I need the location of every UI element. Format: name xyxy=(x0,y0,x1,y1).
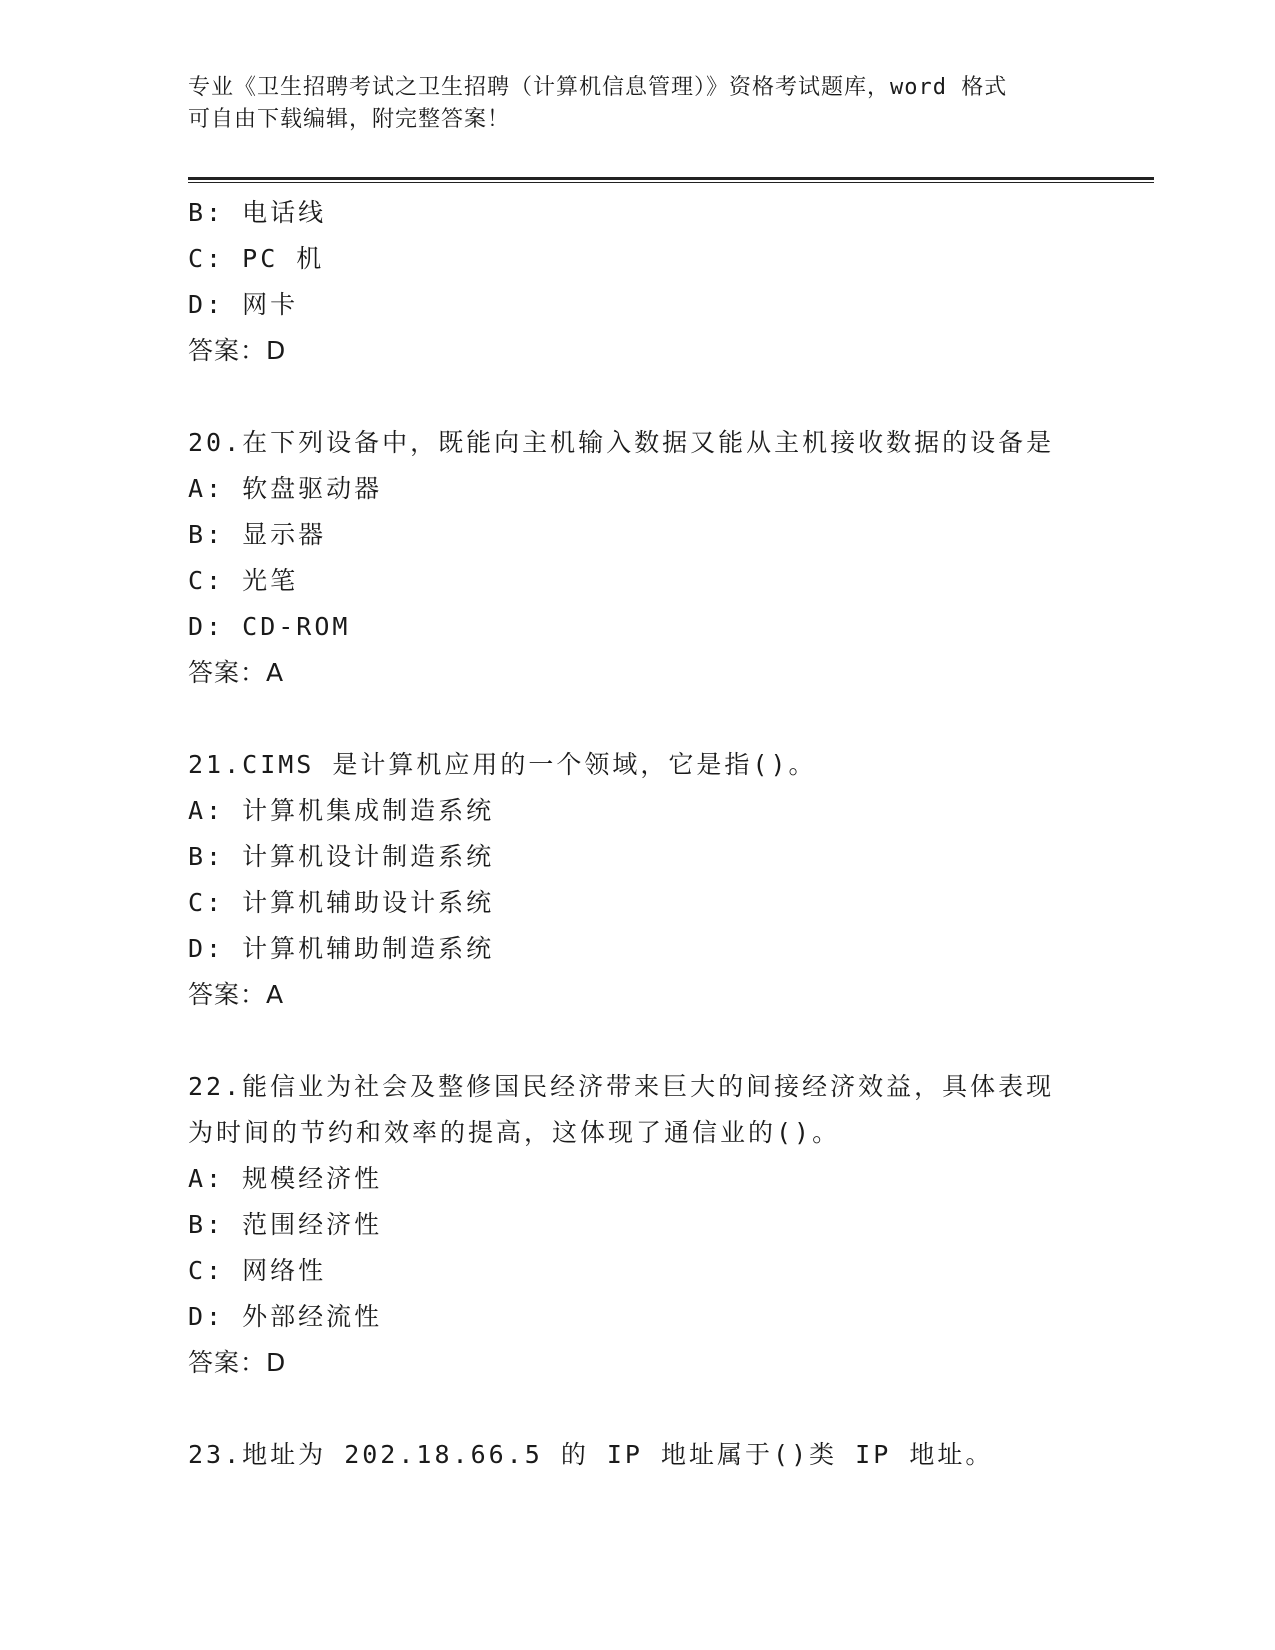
question-text-line-2: 为时间的节约和效率的提高，这体现了通信业的()。 xyxy=(188,1118,841,1147)
question-list xyxy=(188,190,1088,1478)
option-d: D: 计算机辅助制造系统 xyxy=(188,934,495,963)
header-line-1: 专业《卫生招聘考试之卫生招聘（计算机信息管理）》资格考试题库，word 格式 xyxy=(188,75,1008,100)
option-a: A: 计算机集成制造系统 xyxy=(188,796,495,825)
option-c: C: 计算机辅助设计系统 xyxy=(188,888,495,917)
option-d: D: CD-ROM xyxy=(188,612,351,641)
option-b: B: 电话线 xyxy=(188,198,327,227)
spacer xyxy=(188,696,1088,742)
answer: 答案：D xyxy=(188,336,287,365)
header-divider-thin xyxy=(188,182,1154,183)
option-a: A: 软盘驱动器 xyxy=(188,474,383,503)
answer: 答案：A xyxy=(188,980,285,1009)
spacer xyxy=(188,1018,1088,1064)
header-divider-thick xyxy=(188,177,1154,180)
question-20 xyxy=(188,420,1088,696)
option-b: B: 计算机设计制造系统 xyxy=(188,842,495,871)
question-text-line-1: 22.能信业为社会及整修国民经济带来巨大的间接经济效益，具体表现 xyxy=(188,1072,1055,1101)
option-d: D: 外部经流性 xyxy=(188,1302,383,1331)
document-header xyxy=(188,72,1088,136)
answer: 答案：D xyxy=(188,1348,287,1377)
option-c: C: PC 机 xyxy=(188,244,325,273)
option-d: D: 网卡 xyxy=(188,290,299,319)
option-c: C: 网络性 xyxy=(188,1256,327,1285)
header-line-2: 可自由下载编辑，附完整答案！ xyxy=(188,107,511,132)
option-b: B: 显示器 xyxy=(188,520,327,549)
spacer xyxy=(188,374,1088,420)
question-22 xyxy=(188,1064,1088,1386)
question-text: 21.CIMS 是计算机应用的一个领域，它是指()。 xyxy=(188,750,817,779)
option-c: C: 光笔 xyxy=(188,566,299,595)
question-text: 20.在下列设备中，既能向主机输入数据又能从主机接收数据的设备是 xyxy=(188,428,1055,457)
answer: 答案：A xyxy=(188,658,285,687)
question-19 xyxy=(188,190,1088,374)
question-23 xyxy=(188,1432,1088,1478)
option-a: A: 规模经济性 xyxy=(188,1164,383,1193)
option-b: B: 范围经济性 xyxy=(188,1210,383,1239)
question-text: 23.地址为 202.18.66.5 的 IP 地址属于()类 IP 地址。 xyxy=(188,1440,994,1469)
question-21 xyxy=(188,742,1088,1018)
spacer xyxy=(188,1386,1088,1432)
